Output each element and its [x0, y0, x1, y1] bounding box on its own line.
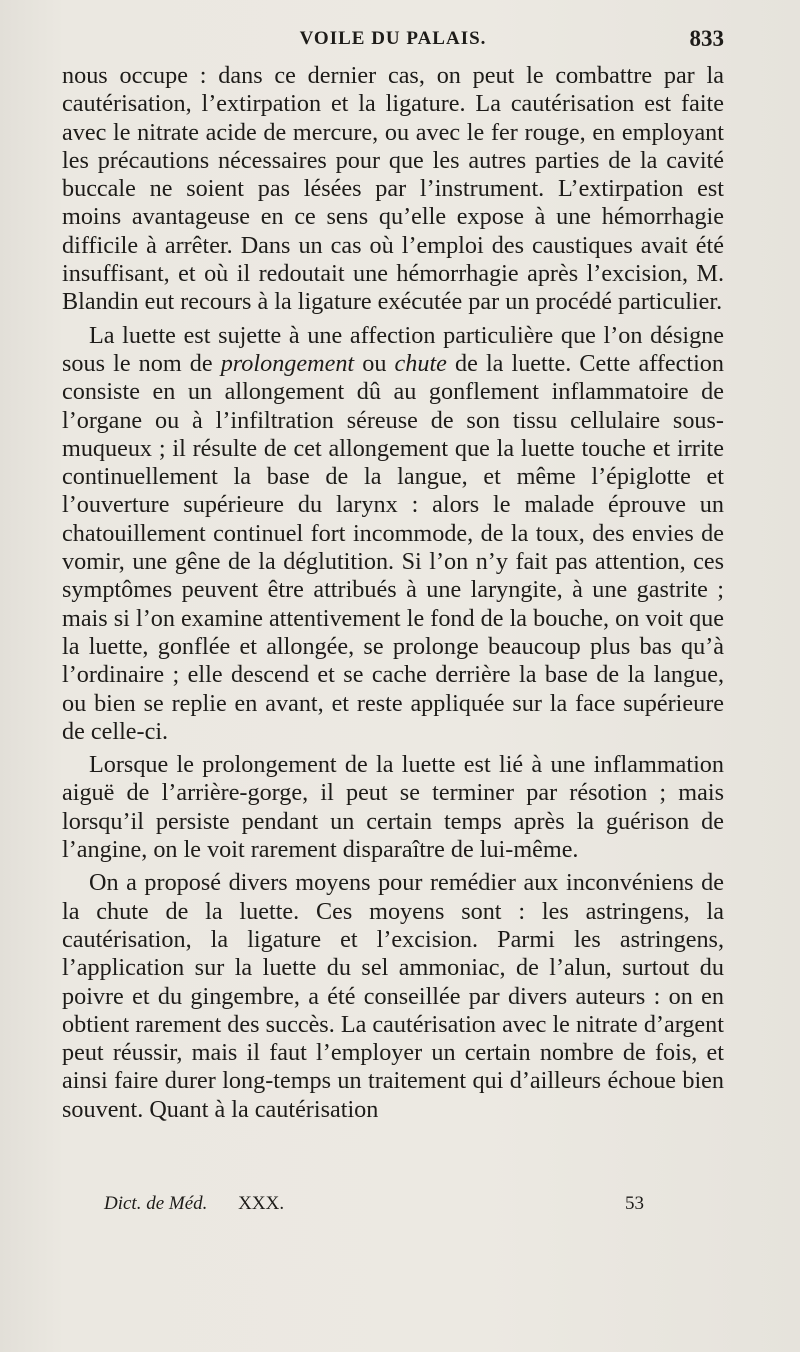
- signature-line: [104, 1193, 644, 1215]
- signature-number: 53: [625, 1193, 644, 1214]
- paragraph: [62, 322, 724, 746]
- italic-term: prolongement: [220, 349, 355, 377]
- text-run: La luette est sujette à une affection particulière que l’on désigne sous le nom de: [62, 321, 724, 377]
- text-run: nous occupe : dans ce dernier cas, on peut le combattre par la cautérisation, l’extirpation et la ligature. La cautérisation est faite avec le nitrate acide de mercure, ou avec le fer rouge, en employant les précautions nécessaires pour que les autres parties de la cavité buccale ne soient pas lésées par l’instrument. L’extirpation est moins avantageuse en ce sens qu’elle expose à une hémorrhagie difficile à arrêter. Dans un cas où l’emploi des caustiques avait été insuffisant, et où il redoutait une hémorrhagie après l’excision, M. Blandin eut recours à la ligature exécutée par un procédé particulier.: [62, 62, 724, 316]
- paragraph: [62, 62, 724, 317]
- text-run: On a proposé divers moyens pour remédier aux inconvéniens de la chute de la luette. Ces moyens sont : les astringens, la cautérisation, la ligature et l’excision. Parmi les astringens, l’application sur la luette du sel ammoniac, de l’alun, surtout du poivre et du gingembre, a été conseillée par divers auteurs : on en obtient rarement des succès. La cautérisation avec le nitrate d’argent peut réussir, mais il faut l’employer un certain nombre de fois, et ainsi faire durer long-temps un traitement qui d’ailleurs échoue bien souvent. Quant à la cautérisation: [62, 869, 724, 1123]
- text-run: de la luette. Cette affection consiste en un allongement dû au gonflement inflammatoire de l’organe ou à l’infiltration séreuse de son tissu cellulaire sous-muqueux ; il résulte de cet allongement que la luette touche et irrite continuellement la base de la langue, et même l’épiglotte et l’ouverture supérieure du larynx : alors le malade éprouve un chatouillement continuel fort incommode, de la toux, des envies de vomir, une gêne de la déglutition. Si l’on n’y fait pas attention, ces symptômes peuvent être attribués à une laryngite, à une gastrite ; mais si l’on examine attentivement le fond de la bouche, on voit que la luette, gonflée et allongée, se prolonge beaucoup plus bas qu’à l’ordinaire ; elle descend et se cache derrière la base de la langue, ou bien se replie en avant, et reste appliquée sur la face supérieure de celle-ci.: [62, 349, 724, 745]
- signature-abbreviation: Dict. de Méd.: [104, 1193, 208, 1214]
- running-head-title: VOILE DU PALAIS.: [299, 28, 487, 49]
- page-number: 833: [689, 26, 724, 51]
- text-run: ou: [354, 349, 395, 377]
- running-head: [62, 28, 724, 62]
- paragraph: [62, 751, 724, 864]
- text-run: Lorsque le prolongement de la luette est lié à une inflammation aiguë de l’arrière-gorge, il peut se terminer par résotion ; mais lorsqu’il persiste pendant un certain temps après la guérison de l’angine, on le voit rarement disparaître de lui-même.: [62, 751, 724, 864]
- signature-volume: XXX.: [238, 1193, 285, 1214]
- body-text: [62, 62, 724, 1124]
- italic-term: chute: [394, 349, 447, 377]
- paragraph: [62, 869, 724, 1124]
